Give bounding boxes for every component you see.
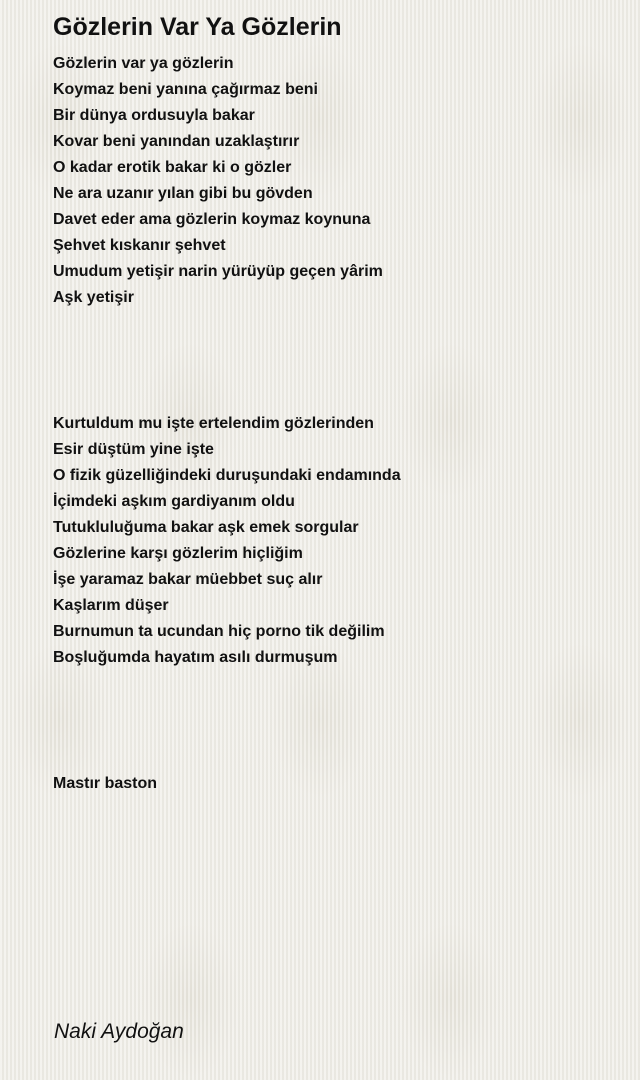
- poem-body: [53, 51, 613, 797]
- poem-line: O kadar erotik bakar ki o gözler: [53, 159, 292, 176]
- poem-line: İçimdeki aşkım gardiyanım oldu: [53, 493, 295, 510]
- poem-line: Burnumun ta ucundan hiç porno tik değilim: [53, 623, 385, 640]
- poem-line: Koymaz beni yanına çağırmaz beni: [53, 81, 318, 98]
- poem-line: Gözlerin var ya gözlerin: [53, 55, 234, 72]
- poem-line: Kovar beni yanından uzaklaştırır: [53, 133, 300, 150]
- poem-author: Naki Aydoğan: [54, 1020, 184, 1043]
- poem-line: Kaşlarım düşer: [53, 597, 169, 614]
- poem-stanza-3: [53, 771, 613, 797]
- poem-line: Ne ara uzanır yılan gibi bu gövden: [53, 185, 313, 202]
- poem-stanza-1: [53, 51, 613, 311]
- poem-line: Boşluğumda hayatım asılı durmuşum: [53, 649, 338, 666]
- poem-line: Gözlerine karşı gözlerim hiçliğim: [53, 545, 303, 562]
- poem-line: Tutukluluğuma bakar aşk emek sorgular: [53, 519, 359, 536]
- poem-line: Umudum yetişir narin yürüyüp geçen yârim: [53, 263, 383, 280]
- poem-title: Gözlerin Var Ya Gözlerin: [53, 13, 342, 41]
- poem-line: Aşk yetişir: [53, 289, 134, 306]
- poem-line: Esir düştüm yine işte: [53, 441, 214, 458]
- poem-stanza-2: [53, 411, 613, 671]
- poem-line: Mastır baston: [53, 775, 158, 792]
- poem-line: Kurtuldum mu işte ertelendim gözlerinden: [53, 415, 374, 432]
- stanza-spacer: [53, 311, 613, 411]
- poem-line: Bir dünya ordusuyla bakar: [53, 107, 255, 124]
- stanza-spacer: [53, 671, 613, 771]
- poem-line: İşe yaramaz bakar müebbet suç alır: [53, 571, 323, 588]
- poem-line: Davet eder ama gözlerin koymaz koynuna: [53, 211, 371, 228]
- poem-line: Şehvet kıskanır şehvet: [53, 237, 226, 254]
- poem-line: O fizik güzelliğindeki duruşundaki endamında: [53, 467, 401, 484]
